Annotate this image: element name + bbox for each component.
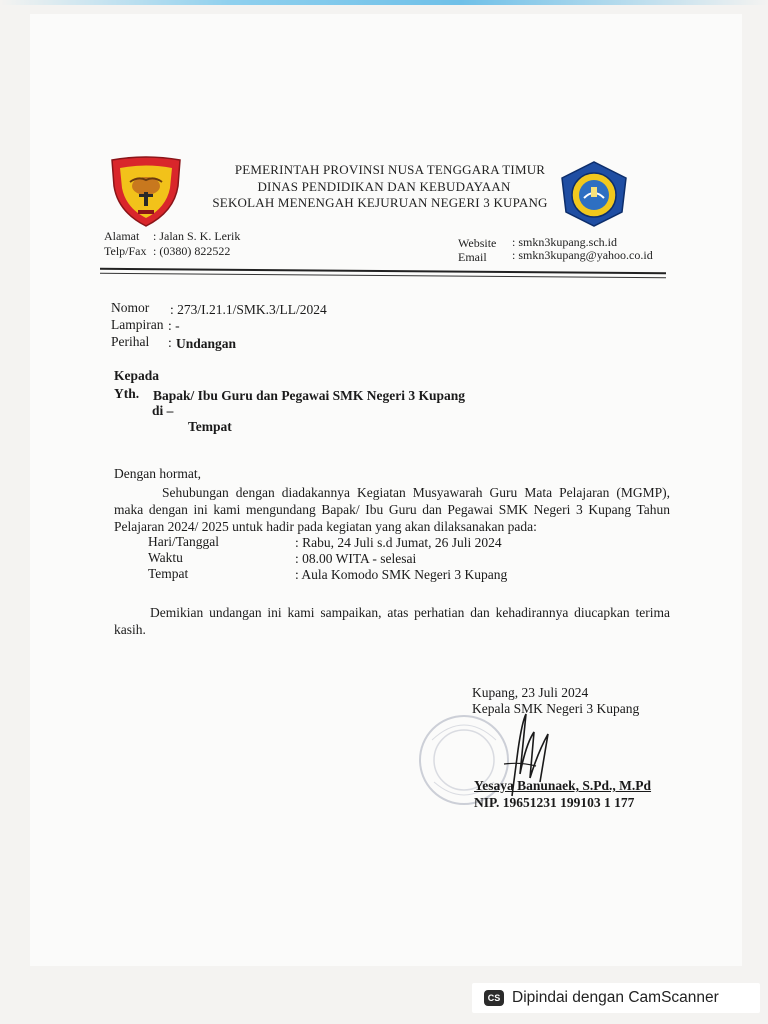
nomor-label: Nomor (111, 300, 150, 315)
header-government-line: PEMERINTAH PROVINSI NUSA TENGGARA TIMUR (234, 162, 546, 177)
address-value: : Jalan S. K. Lerik (153, 229, 241, 243)
closing-paragraph: Demikian undangan ini kami sampaikan, atas perhatian dan kehadirannya diucapkan terima kasih. (114, 605, 670, 637)
perihal-label: Perihal (111, 334, 150, 349)
province-emblem-icon (108, 156, 184, 228)
scan-top-edge (0, 0, 768, 5)
header-department-line: DINAS PENDIDIKAN DAN KEBUDAYAAN (257, 179, 511, 194)
detail-value-date: : Rabu, 24 Juli s.d Jumat, 26 Juli 2024 (295, 535, 502, 550)
detail-label-date: Hari/Tanggal (148, 534, 220, 549)
camscanner-logo-icon: CS (484, 990, 504, 1006)
phone-value: : (0380) 822522 (153, 244, 231, 258)
signer-nip: NIP. 19651231 199103 1 177 (474, 795, 635, 810)
website-value: : smkn3kupang.sch.id (512, 235, 617, 249)
detail-value-place: : Aula Komodo SMK Negeri 3 Kupang (295, 567, 508, 582)
camscanner-watermark (472, 983, 760, 1013)
detail-label-time: Waktu (148, 550, 183, 565)
tempat-label: Tempat (188, 419, 232, 434)
lampiran-value: : - (168, 318, 180, 333)
camscanner-label: Dipindai dengan CamScanner (512, 989, 719, 1006)
signer-position: Kepala SMK Negeri 3 Kupang (472, 701, 640, 716)
detail-label-place: Tempat (148, 566, 189, 581)
header-school-line: SEKOLAH MENENGAH KEJURUAN NEGERI 3 KUPANG (212, 195, 548, 210)
signer-name: Yesaya Banunaek, S.Pd., M.Pd (474, 778, 652, 793)
lampiran-label: Lampiran (111, 317, 164, 332)
email-label: Email (458, 250, 487, 264)
detail-value-time: : 08.00 WITA - selesai (295, 551, 417, 566)
phone-label: Telp/Fax (104, 244, 147, 258)
nomor-value: : 273/I.21.1/SMK.3/LL/2024 (170, 302, 327, 317)
place-date: Kupang, 23 Juli 2024 (472, 685, 589, 700)
yth-label: Yth. (114, 386, 140, 401)
di-label: di – (152, 403, 174, 418)
kepada-label: Kepada (114, 368, 160, 383)
address-label: Alamat (104, 229, 140, 243)
recipient-name: Bapak/ Ibu Guru dan Pegawai SMK Negeri 3 Kupang (153, 388, 466, 403)
email-value: : smkn3kupang@yahoo.co.id (512, 248, 653, 262)
perihal-colon: : (168, 335, 172, 350)
website-label: Website (458, 236, 497, 250)
salutation: Dengan hormat, (114, 466, 201, 481)
perihal-value: Undangan (176, 336, 237, 351)
opening-paragraph: Sehubungan dengan diadakannya Kegiatan Musyawarah Guru Mata Pelajaran (MGMP), maka dengan ini kami mengundang Bapak/ Ibu Guru dan Pegawai SMK Negeri 3 Kupang Tahun Pelajaran 2024/ 2025 untuk hadir pada kegiatan yang akan dilaksanakan pada: (114, 485, 670, 534)
